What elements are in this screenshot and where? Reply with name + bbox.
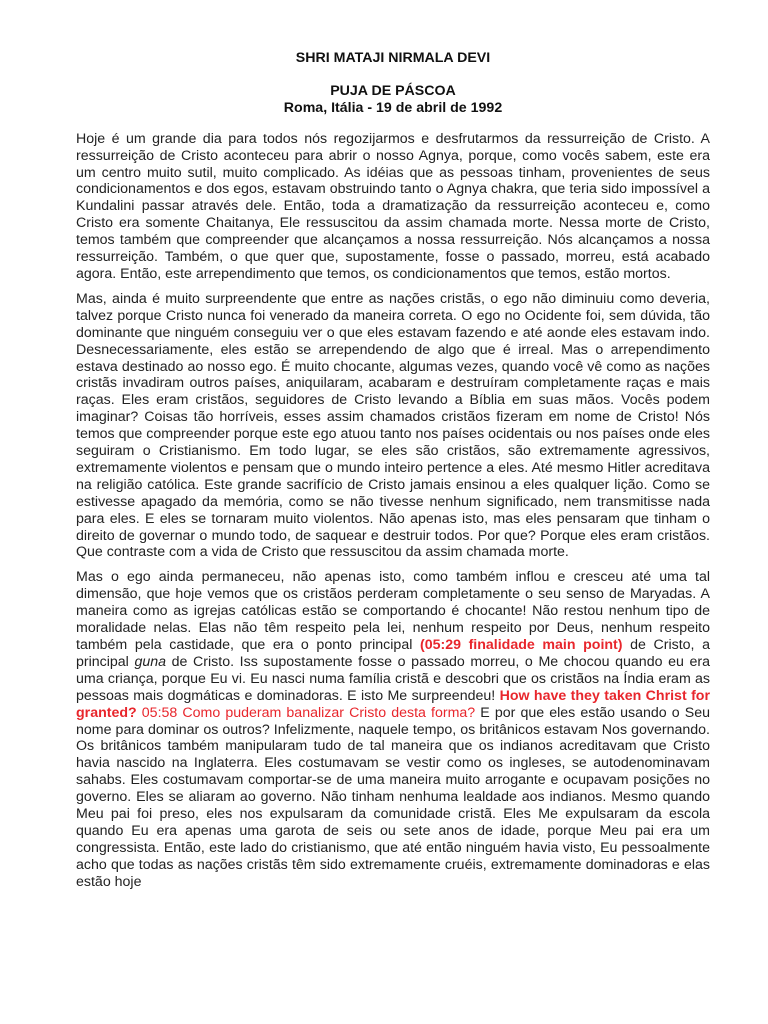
document-page	[76, 50, 710, 899]
paragraph-1: Hoje é um grande dia para todos nós regozijarmos e desfrutarmos da ressurreição de Cristo. A ressurreição de Cristo aconteceu para abrir o nosso Agnya, porque, como vocês sabem, este era um centro muito sutil, muito complicado. As idéias que as pessoas tinham, provenientes de seus condicionamentos e dos egos, estavam obstruindo tanto o Agnya chakra, que teria sido impossível a Kundalini passar através dele. Então, toda a dramatização da ressurreição aconteceu e, como Cristo era somente Chaitanya, Ele ressuscitou da assim chamada morte. Nessa morte de Cristo, temos também que compreender que alcançamos a nossa ressurreição. Nós alcançamos a nossa ressurreição. Também, o que quer que, supostamente, fosse o passado, morreu, está acabado agora. Então, este arrependimento que temos, os condicionamentos que temos, estão mortos.	[76, 130, 710, 282]
paragraph-3-text-4: E por que eles estão usando o Seu nome para dominar os outros? Infelizmente, naquele tempo, os britânicos estavam Nos governando. Os britânicos também manipularam tudo de tal maneira que os indianos acreditavam que Cristo havia nascido na Inglaterra. Eles costumavam se vestir como os ingleses, se autodenominavam sahabs. Eles costumavam comportar-se de uma maneira muito arrogante e ocupavam posições no governo. Eles se aliaram ao governo. Não tinham nenhuma lealdade aos indianos. Mesmo quando Meu pai foi preso, eles nos expulsaram da comunidade cristã. Eles Me expulsaram da escola quando Eu era apenas uma garota de seis ou sete anos de idade, porque Meu pai era um congressista. Então, este lado do cristianismo, que até então ninguém havia visto, Eu pessoalmente acho que todas as nações cristãs têm sido extremamente cruéis, extremamente dominadoras e elas estão hoje	[76, 704, 711, 890]
paragraph-3	[76, 569, 710, 890]
paragraph-3-text-2: de Cristo, a principal	[76, 637, 710, 670]
english-quote: How have they taken Christ for granted?	[76, 687, 710, 721]
timestamp-note-2: 05:58 Como puderam banalizar Cristo desta forma?	[136, 704, 476, 721]
timestamp-note-1: (05:29 finalidade main point)	[419, 637, 623, 653]
paragraph-3-text-1: Mas o ego ainda permaneceu, não apenas isto, como também inflou e cresceu até uma tal dimensão, que hoje vemos que os cristãos perderam completamente o seu senso de Maryadas. A maneira como as igrejas católicas estão se comportando é chocante! Não restou nenhum tipo de moralidade nelas. Elas não têm respeito pela lei, nenhum respeito por Deus, nenhum respeito também pela castidade, que era o ponto principal	[76, 569, 710, 653]
document-body	[76, 131, 710, 891]
paragraph-2: Mas, ainda é muito surpreendente que entre as nações cristãs, o ego não diminuiu como deveria, talvez porque Cristo nunca foi venerado da maneira correta. O ego no Ocidente foi, sem dúvida, tão dominante que ninguém conseguiu ver o que eles estavam fazendo e até aonde eles estavam indo. Desnecessariamente, eles estão se arrependendo de algo que é irreal. Mas o arrependimento estava destinado ao nosso ego. É muito chocante, algumas vezes, quando você vê como as nações cristãs invadiram outros países, aniquilaram, acabaram e destruíram completamente raças e mais raças. Eles eram cristãos, seguidores de Cristo levando a Bíblia em suas mãos. Vocês podem imaginar? Coisas tão horríveis, esses assim chamados cristãos fizeram em nome de Cristo! Nós temos que compreender porque este ego atuou tanto nos países ocidentais ou nos países onde eles seguiram o Cristianismo. Em todo lugar, se eles são cristãos, são extremamente agressivos, extremamente violentos e pensam que o mundo inteiro pertence a eles. Até mesmo Hitler acreditava na religião católica. Este grande sacrifício de Cristo jamais ensinou a eles qualquer lição. Como se estivesse apagado da memória, como se não tivesse nenhum significado, nem transmitisse nada para eles. E eles se tornaram muito violentos. Não apenas isto, mas eles pensaram que tinham o direito de governar o mundo todo, de saquear e destruir todos. Por que? Porque eles eram cristãos. Que contraste com a vida de Cristo que ressuscitou da assim chamada morte.	[76, 290, 710, 561]
author-heading: SHRI MATAJI NIRMALA DEVI	[295, 50, 491, 66]
place-date-heading: Roma, Itália - 19 de abril de 1992	[283, 99, 503, 116]
paragraph-3-text-3: de Cristo. Iss supostamente fosse o passado morreu, o Me chocou quando eu era uma criança, porque Eu vi. Eu nasci numa família cristã e descobri que os cristãos na Índia eram as pessoas mais dogmáticas e dominadoras. E isto Me surpreendeu!	[76, 653, 710, 704]
guna-term: guna	[134, 653, 167, 670]
event-heading: PUJA DE PÁSCOA	[330, 82, 456, 99]
